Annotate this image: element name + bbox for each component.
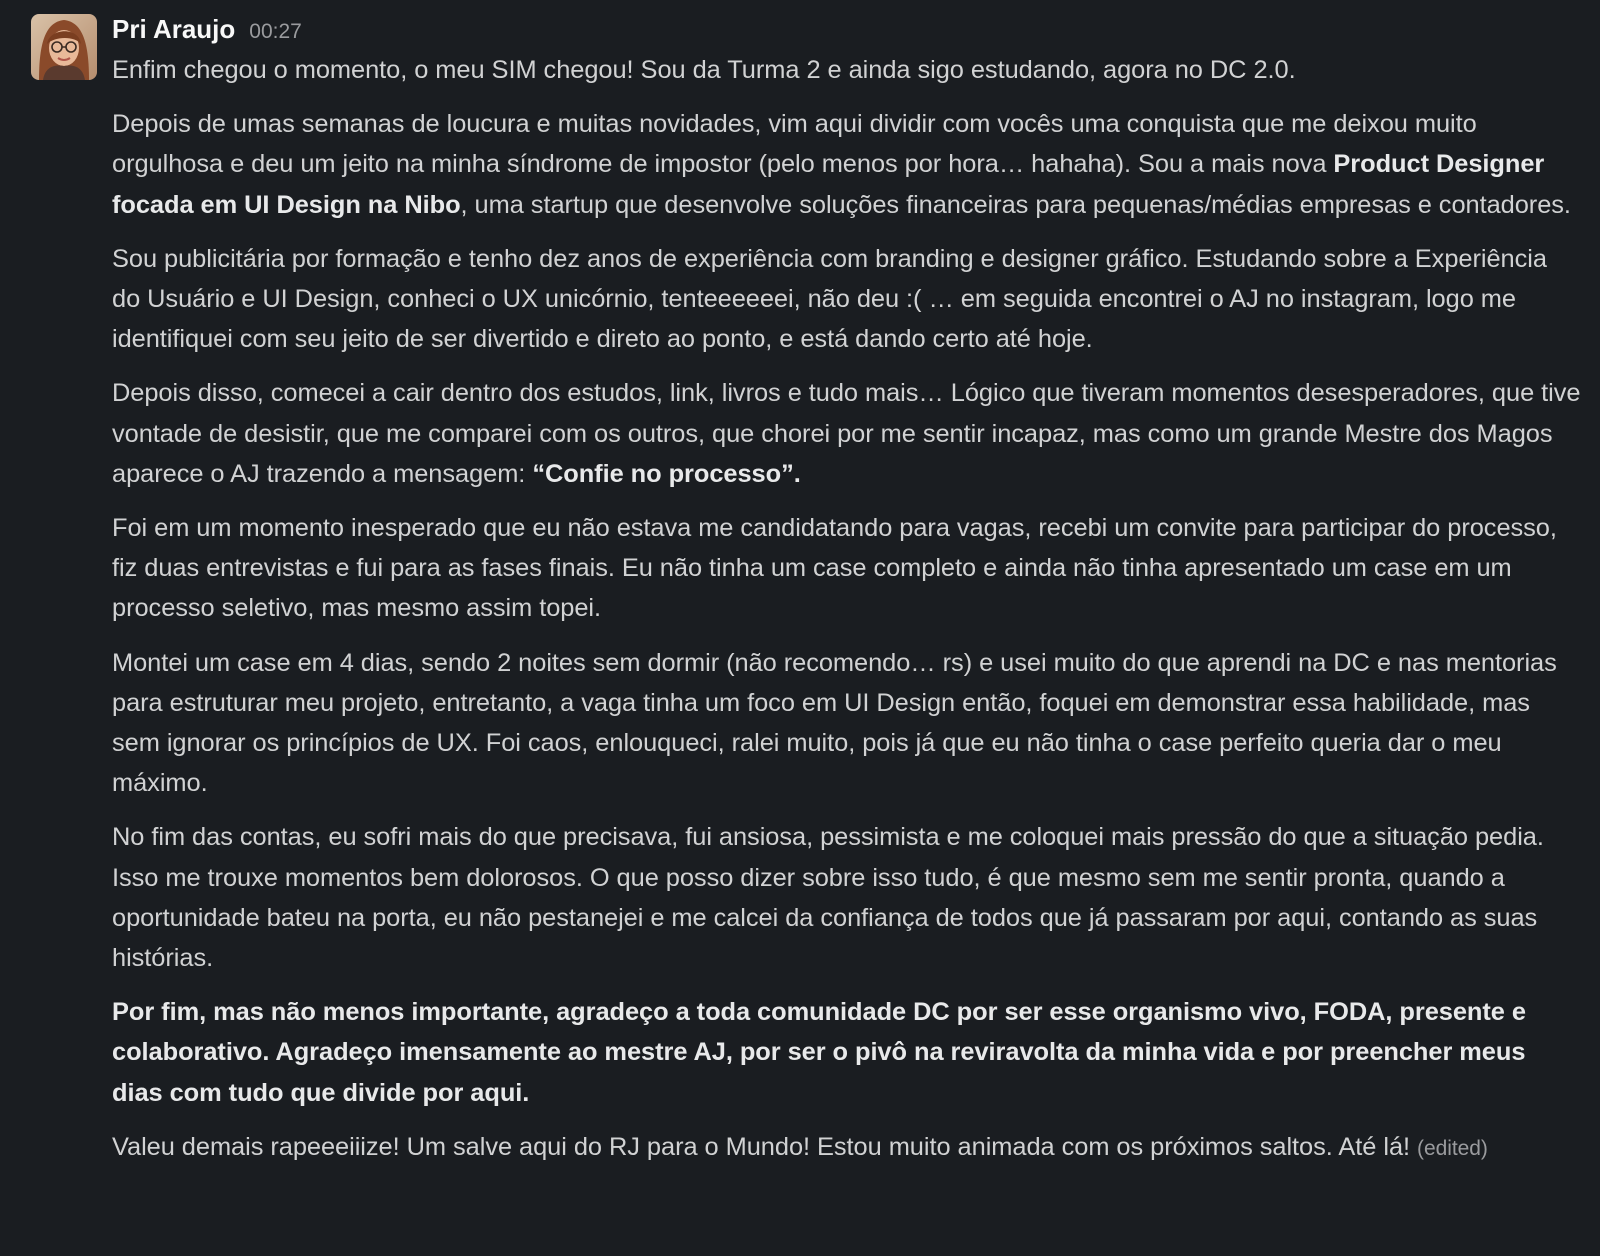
message-paragraph xyxy=(112,104,1582,225)
text-span: Sou publicitária por formação e tenho dez anos de experiência com branding e designer gráfico. Estudando sobre a Experiência do Usuário e UI Design, conheci o UX unicórnio, tenteeeeeei, não deu :( … em seguida encontrei o AJ no instagram, logo me identifiquei com seu jeito de ser divertido e direto ao ponto, e está dando certo até hoje. xyxy=(112,244,1547,354)
message-paragraph xyxy=(112,1127,1582,1169)
message-paragraph xyxy=(112,643,1582,804)
user-avatar-icon xyxy=(31,14,97,80)
message-paragraph xyxy=(112,373,1582,494)
bold-text: Product Designer focada em UI Design na Nibo xyxy=(112,150,1545,219)
bold-text: “Confie no processo”. xyxy=(532,459,801,488)
text-span: Valeu demais rapeeeiiize! Um salve aqui do RJ para o Mundo! Estou muito animada com os próximos saltos. Até lá! xyxy=(112,1132,1418,1161)
message-header xyxy=(112,8,1582,50)
text-span: Depois de umas semanas de loucura e muitas novidades, vim aqui dividir com vocês uma conquista que me deixou muito orgulhosa e deu um jeito na minha síndrome de impostor (pelo menos por hora… hahaha). Sou a mais nova xyxy=(112,110,1477,179)
message-paragraph xyxy=(112,508,1582,629)
message-content xyxy=(112,8,1582,1183)
text-span: No fim das contas, eu sofri mais do que precisava, fui ansiosa, pessimista e me coloquei mais pressão do que a situação pedia. Isso me trouxe momentos bem dolorosos. O que posso dizer sobre isso tudo, é que mesmo sem me sentir pronta, quando a oportunidade bateu na porta, eu não pestanejei e me calcei da confiança de todos que já passaram por aqui, contando as suas histórias. xyxy=(112,823,1544,973)
author-name[interactable]: Pri Araujo xyxy=(112,14,236,44)
text-span: Depois disso, comecei a cair dentro dos estudos, link, livros e tudo mais… Lógico que tiveram momentos desesperadores, que tive vontade de desistir, que me comparei com os outros, que chorei por me sentir incapaz, mas como um grande Mestre dos Magos aparece o AJ trazendo a mensagem: xyxy=(112,379,1581,488)
bold-text: Por fim, mas não menos importante, agradeço a toda comunidade DC por ser esse organismo vivo, FODA, presente e colaborativo. Agradeço imensamente ao mestre AJ, por ser o pivô na reviravolta da minha vida e por preencher meus dias com tudo que divide por aqui. xyxy=(112,998,1526,1107)
message-body xyxy=(112,50,1582,1169)
text-span: , uma startup que desenvolve soluções financeiras para pequenas/médias empresas e contadores. xyxy=(460,190,1571,219)
text-span: Foi em um momento inesperado que eu não estava me candidatando para vagas, recebi um convite para participar do processo, fiz duas entrevistas e fui para as fases finais. Eu não tinha um case completo e ainda não tinha apresentado um case em um processo seletivo, mas mesmo assim topei. xyxy=(112,514,1557,623)
message-paragraph xyxy=(112,239,1582,360)
message-paragraph xyxy=(112,992,1582,1113)
text-span: Enfim chegou o momento, o meu SIM chegou! Sou da Turma 2 e ainda sigo estudando, agora no DC 2.0. xyxy=(112,56,1296,84)
edited-label[interactable]: (edited) xyxy=(1417,1136,1488,1160)
avatar[interactable] xyxy=(31,14,97,80)
timestamp[interactable]: 00:27 xyxy=(249,20,302,43)
message-paragraph xyxy=(112,50,1582,90)
text-span: Montei um case em 4 dias, sendo 2 noites sem dormir (não recomendo… rs) e usei muito do que aprendi na DC e nas mentorias para estruturar meu projeto, entretanto, a vaga tinha um foco em UI Design então, foquei em demonstrar essa habilidade, mas sem ignorar os princípios de UX. Foi caos, enlouqueci, ralei muito, pois já que eu não tinha o case perfeito queria dar o meu máximo. xyxy=(112,648,1557,798)
message-paragraph xyxy=(112,817,1582,978)
